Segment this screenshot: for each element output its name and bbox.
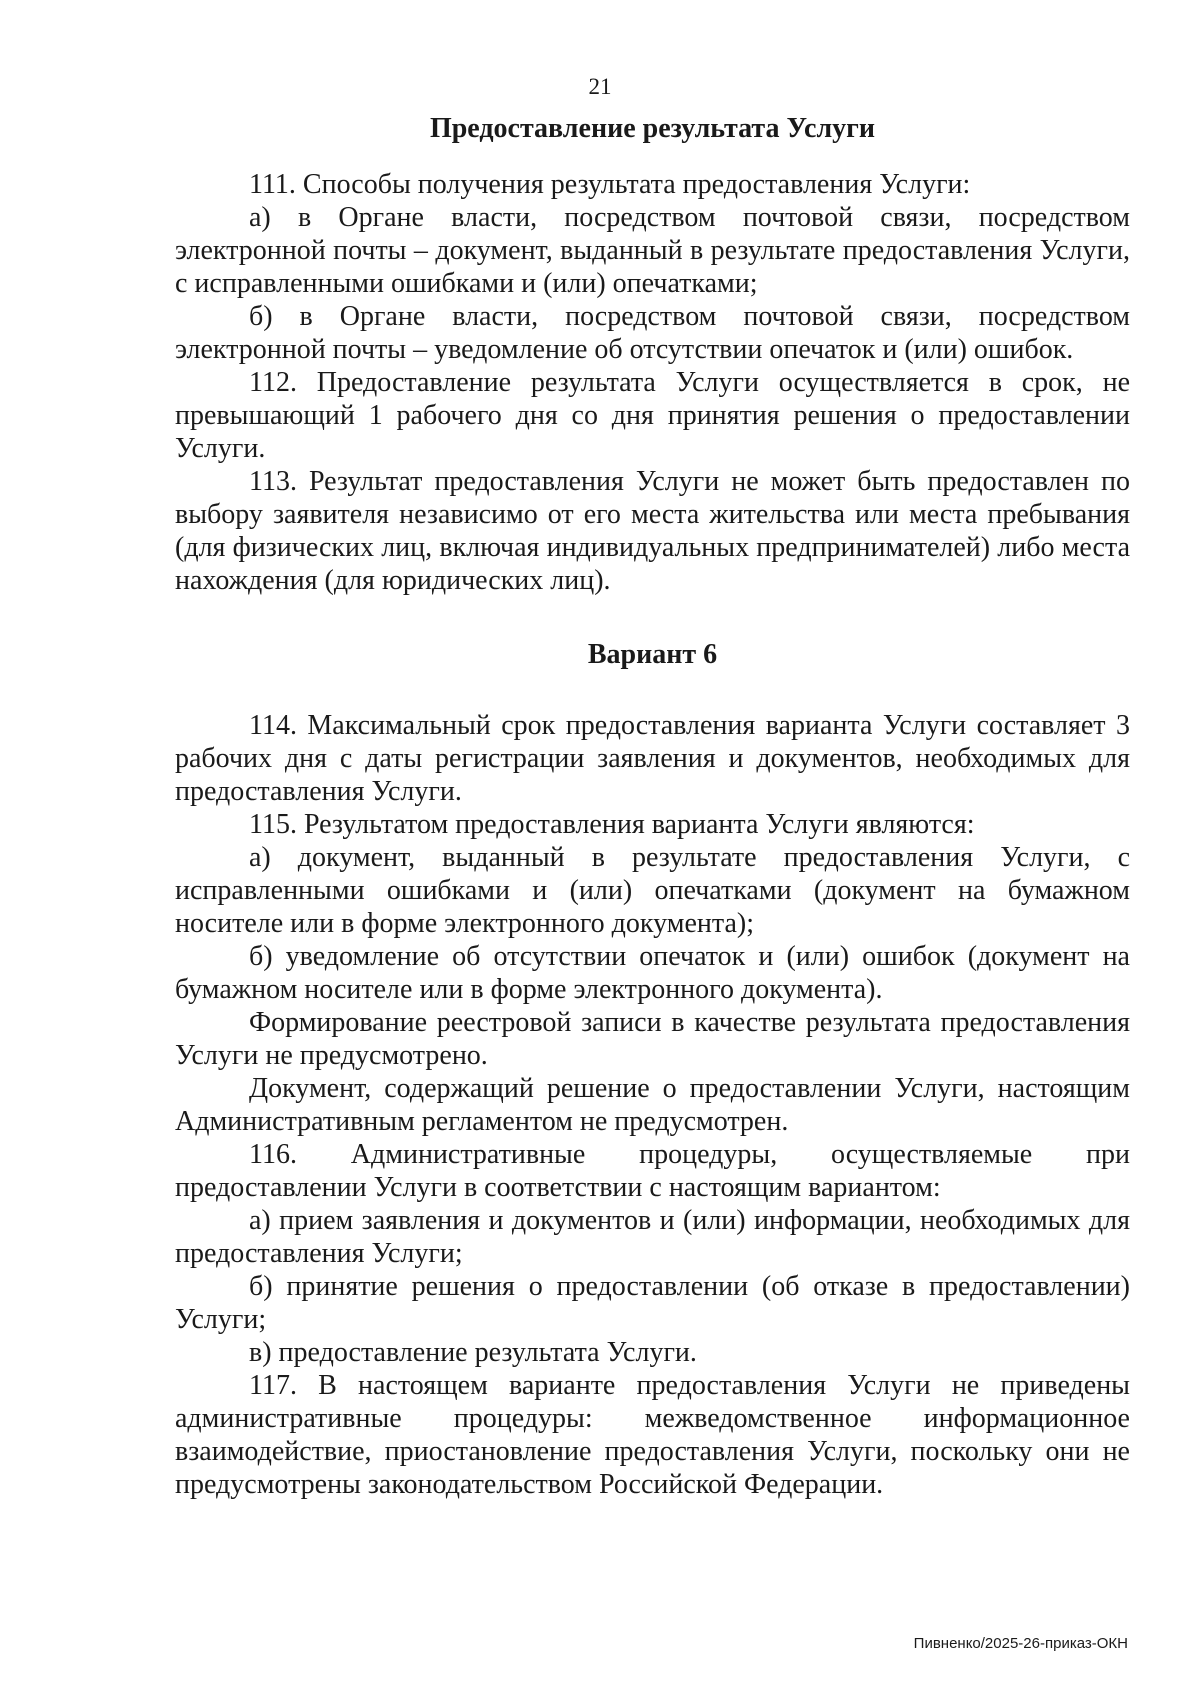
paragraph-111-b: б) в Органе власти, посредством почтовой связи, посредством электронной почты – уведомление об отсутствии опечаток и (или) ошибок. bbox=[175, 301, 1130, 365]
paragraph-111: 111. Способы получения результата предоставления Услуги: bbox=[249, 169, 971, 200]
paragraph-116-a: а) прием заявления и документов и (или) информации, необходимых для предоставления Услуги; bbox=[175, 1205, 1130, 1269]
section-heading-result: Предоставление результата Услуги bbox=[429, 113, 876, 144]
paragraph-116-c: в) предоставление результата Услуги. bbox=[249, 1337, 697, 1368]
paragraph-115-a: а) документ, выданный в результате предоставления Услуги, с исправленными ошибками и (или) опечатками (документ на бумажном носителе или в форме электронного документа); bbox=[175, 842, 1130, 939]
page-number: 21 bbox=[588, 74, 612, 99]
paragraph-115-b: б) уведомление об отсутствии опечаток и (или) ошибок (документ на бумажном носителе или в форме электронного документа). bbox=[175, 941, 1130, 1005]
paragraph-115: 115. Результатом предоставления варианта Услуги являются: bbox=[249, 809, 975, 840]
paragraph-113: 113. Результат предоставления Услуги не может быть предоставлен по выбору заявителя независимо от его места жительства или места пребывания (для физических лиц, включая индивидуальных предпринимателей) либо места нахождения (для юридических лиц). bbox=[175, 466, 1130, 596]
footer-document-code: Пивненко/2025-26-приказ-ОКН bbox=[913, 1635, 1128, 1652]
paragraph-registry-record: Формирование реестровой записи в качестве результата предоставления Услуги не предусмотрено. bbox=[175, 1007, 1130, 1071]
paragraph-116-b: б) принятие решения о предоставлении (об отказе в предоставлении) Услуги; bbox=[175, 1271, 1130, 1335]
paragraph-111-a: а) в Органе власти, посредством почтовой связи, посредством электронной почты – документ, выданный в результате предоставления Услуги, с исправленными ошибками и (или) опечатками; bbox=[175, 202, 1130, 299]
paragraph-decision-document: Документ, содержащий решение о предоставлении Услуги, настоящим Административным регламентом не предусмотрен. bbox=[175, 1073, 1130, 1137]
paragraph-112: 112. Предоставление результата Услуги осуществляется в срок, не превышающий 1 рабочего дня со дня принятия решения о предоставлении Услуги. bbox=[175, 367, 1130, 464]
paragraph-114: 114. Максимальный срок предоставления варианта Услуги составляет 3 рабочих дня с даты регистрации заявления и документов, необходимых для предоставления Услуги. bbox=[175, 710, 1130, 807]
section-heading-variant: Вариант 6 bbox=[587, 639, 718, 670]
paragraph-116: 116. Административные процедуры, осуществляемые при предоставлении Услуги в соответствии с настоящим вариантом: bbox=[175, 1139, 1130, 1203]
document-body bbox=[175, 112, 1130, 1501]
paragraph-117: 117. В настоящем варианте предоставления Услуги не приведены административные процедуры: межведомственное информационное взаимодействие, приостановление предоставления Услуги, поскольку они не предусмотрены законодательством Российской Федерации. bbox=[175, 1370, 1130, 1500]
